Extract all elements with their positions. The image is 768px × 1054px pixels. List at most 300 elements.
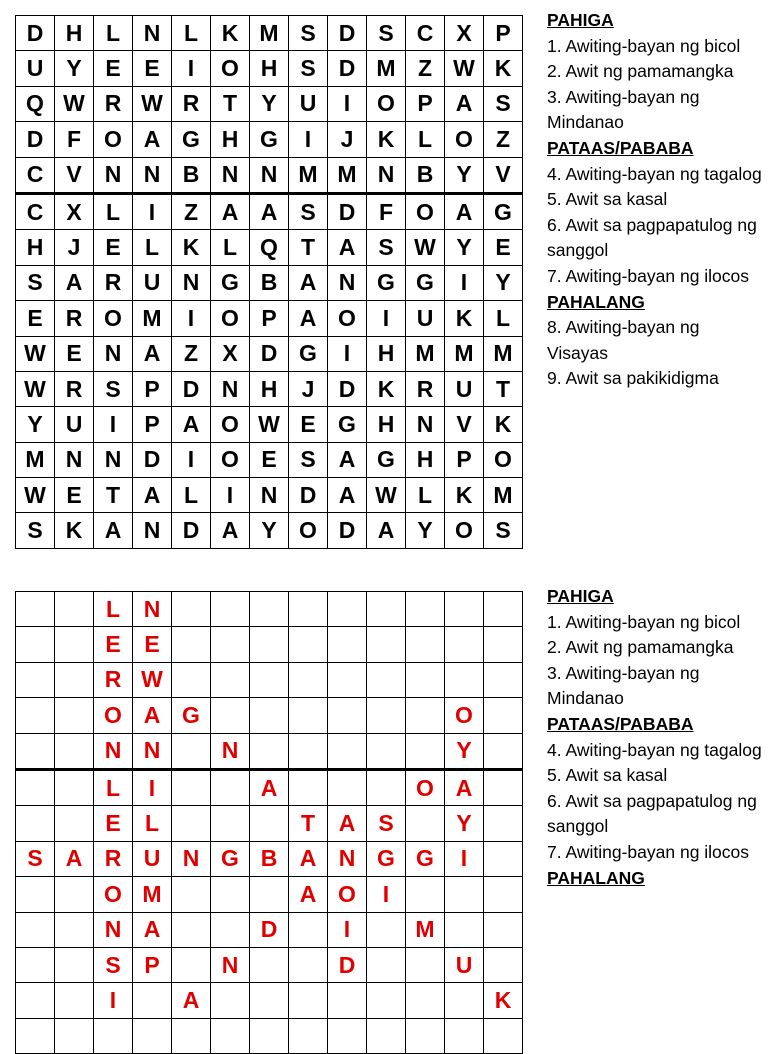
grid-cell: E xyxy=(16,301,55,336)
grid-cell xyxy=(55,947,94,982)
grid-cell xyxy=(289,983,328,1018)
grid-cell xyxy=(172,592,211,627)
grid-cell: A xyxy=(250,769,289,805)
grid-cell xyxy=(289,769,328,805)
clue-2: 2. Awit ng pamamangka xyxy=(547,637,734,658)
grid-cell xyxy=(55,877,94,912)
grid-cell: G xyxy=(367,841,406,876)
clue-1: 1. Awiting-bayan ng bicol xyxy=(547,35,741,56)
grid-cell xyxy=(484,947,523,982)
grid-cell: K xyxy=(211,16,250,51)
grid-cell: O xyxy=(445,698,484,733)
grid-cell: A xyxy=(289,877,328,912)
grid-cell: M xyxy=(406,912,445,947)
grid-cell: W xyxy=(367,478,406,513)
grid-cell: Y xyxy=(406,513,445,548)
grid-cell: P xyxy=(250,301,289,336)
grid-cell: L xyxy=(172,478,211,513)
grid-row xyxy=(16,947,523,982)
grid-cell: I xyxy=(328,86,367,121)
grid-cell xyxy=(445,627,484,662)
grid-row xyxy=(16,627,523,662)
grid-cell: T xyxy=(289,230,328,265)
grid-cell: N xyxy=(133,16,172,51)
grid-cell xyxy=(289,662,328,697)
clue-5: 5. Awit sa kasal xyxy=(547,765,668,786)
grid-cell xyxy=(250,733,289,769)
grid-cell xyxy=(211,769,250,805)
grid-cell: N xyxy=(250,157,289,193)
grid-cell: C xyxy=(16,193,55,229)
grid-cell: L xyxy=(406,478,445,513)
grid-row xyxy=(16,86,523,121)
grid-cell xyxy=(484,841,523,876)
grid-cell: L xyxy=(133,230,172,265)
grid-cell: N xyxy=(211,157,250,193)
grid-cell xyxy=(55,983,94,1018)
grid-cell: I xyxy=(328,336,367,371)
grid-cell: M xyxy=(484,478,523,513)
grid-cell xyxy=(445,912,484,947)
grid-cell: S xyxy=(289,16,328,51)
grid-cell: H xyxy=(406,442,445,477)
grid-cell: E xyxy=(484,230,523,265)
grid-cell: Y xyxy=(55,51,94,86)
grid-row xyxy=(16,230,523,265)
grid-cell: G xyxy=(328,407,367,442)
grid-cell: V xyxy=(484,157,523,193)
grid-row xyxy=(16,733,523,769)
grid-cell xyxy=(172,662,211,697)
grid-cell: D xyxy=(172,513,211,548)
clue-2: 2. Awit ng pamamangka xyxy=(547,61,734,82)
grid-cell: E xyxy=(94,51,133,86)
grid-cell: A xyxy=(211,193,250,229)
clue-4: 4. Awiting-bayan ng tagalog xyxy=(547,163,762,184)
grid-cell: E xyxy=(250,442,289,477)
grid-cell: O xyxy=(445,513,484,548)
clue-9: 9. Awit sa pakikidigma xyxy=(547,368,719,389)
grid-row xyxy=(16,193,523,229)
grid-cell: W xyxy=(16,478,55,513)
grid-cell: A xyxy=(211,513,250,548)
grid-row xyxy=(16,122,523,157)
grid-cell: A xyxy=(133,122,172,157)
grid-cell: S xyxy=(16,513,55,548)
grid-cell xyxy=(133,1018,172,1053)
grid-cell: O xyxy=(328,877,367,912)
grid-cell: K xyxy=(367,122,406,157)
grid-cell: O xyxy=(367,86,406,121)
grid-cell: N xyxy=(211,947,250,982)
grid-cell xyxy=(484,912,523,947)
grid-cell xyxy=(484,733,523,769)
grid-cell: A xyxy=(172,983,211,1018)
grid-cell: A xyxy=(445,86,484,121)
grid-cell: I xyxy=(94,983,133,1018)
grid-row xyxy=(16,407,523,442)
grid-cell xyxy=(16,1018,55,1053)
grid-cell xyxy=(250,983,289,1018)
grid-cell xyxy=(445,592,484,627)
grid-cell: D xyxy=(16,16,55,51)
grid-cell: W xyxy=(445,51,484,86)
grid-cell xyxy=(55,1018,94,1053)
grid-cell xyxy=(406,733,445,769)
grid-cell xyxy=(250,877,289,912)
grid-cell: G xyxy=(250,122,289,157)
pataas-pababa-heading: PATAAS/PABABA xyxy=(547,713,694,734)
grid-cell xyxy=(211,806,250,841)
grid-row xyxy=(16,336,523,371)
grid-cell: B xyxy=(406,157,445,193)
grid-cell xyxy=(406,877,445,912)
clue-4: 4. Awiting-bayan ng tagalog xyxy=(547,739,762,760)
grid-cell: D xyxy=(328,193,367,229)
clue-6: 6. Awit sa pagpapatulog ng sanggol xyxy=(547,790,757,837)
grid-cell xyxy=(250,947,289,982)
grid-cell: O xyxy=(328,301,367,336)
grid-cell: H xyxy=(367,407,406,442)
grid-cell: K xyxy=(484,983,523,1018)
grid-cell xyxy=(367,769,406,805)
grid-row xyxy=(16,592,523,627)
grid-cell: S xyxy=(367,230,406,265)
grid-row xyxy=(16,51,523,86)
grid-cell xyxy=(172,733,211,769)
clue-7: 7. Awiting-bayan ng ilocos xyxy=(547,841,750,862)
grid-cell: S xyxy=(94,947,133,982)
grid-cell: L xyxy=(133,806,172,841)
grid-cell: R xyxy=(94,841,133,876)
grid-cell: A xyxy=(328,230,367,265)
grid-cell: K xyxy=(55,513,94,548)
grid-row xyxy=(16,698,523,733)
grid-row xyxy=(16,16,523,51)
grid-cell: D xyxy=(172,371,211,406)
grid-cell: S xyxy=(367,806,406,841)
clue-8: 8. Awiting-bayan ng Visayas xyxy=(547,317,700,363)
grid-cell xyxy=(250,662,289,697)
grid-cell: B xyxy=(172,157,211,193)
grid-cell xyxy=(250,1018,289,1053)
grid-cell: A xyxy=(289,301,328,336)
grid-cell xyxy=(172,877,211,912)
grid-cell: D xyxy=(328,51,367,86)
grid-cell xyxy=(211,912,250,947)
grid-cell: N xyxy=(94,157,133,193)
grid-cell: A xyxy=(55,265,94,300)
grid-cell: S xyxy=(94,371,133,406)
grid-cell: D xyxy=(328,513,367,548)
clue-1: 1. Awiting-bayan ng bicol xyxy=(547,611,741,632)
grid-cell: H xyxy=(16,230,55,265)
grid-cell: Y xyxy=(445,230,484,265)
grid-cell: D xyxy=(328,371,367,406)
grid-cell: O xyxy=(94,301,133,336)
grid-cell xyxy=(406,592,445,627)
grid-cell xyxy=(367,627,406,662)
grid-cell xyxy=(250,806,289,841)
grid-cell: M xyxy=(133,301,172,336)
grid-cell: O xyxy=(94,877,133,912)
grid-cell: Y xyxy=(484,265,523,300)
grid-row xyxy=(16,301,523,336)
grid-cell: P xyxy=(133,947,172,982)
grid-cell: L xyxy=(94,16,133,51)
grid-cell xyxy=(484,662,523,697)
grid-cell xyxy=(328,983,367,1018)
grid-cell: O xyxy=(289,513,328,548)
grid-cell: E xyxy=(94,627,133,662)
pataas-pababa-heading: PATAAS/PABABA xyxy=(547,137,694,158)
grid-row xyxy=(16,769,523,805)
grid-cell xyxy=(250,627,289,662)
grid-cell: Y xyxy=(16,407,55,442)
grid-cell: U xyxy=(55,407,94,442)
grid-cell: H xyxy=(211,122,250,157)
grid-cell: N xyxy=(94,336,133,371)
grid-cell xyxy=(367,947,406,982)
grid-cell xyxy=(406,1018,445,1053)
grid-cell: I xyxy=(172,301,211,336)
grid-cell: H xyxy=(55,16,94,51)
grid-cell: D xyxy=(328,16,367,51)
grid-cell: A xyxy=(328,806,367,841)
grid-cell: I xyxy=(133,193,172,229)
grid-cell: U xyxy=(406,301,445,336)
grid-cell: Y xyxy=(250,86,289,121)
grid-cell xyxy=(484,806,523,841)
grid-cell: M xyxy=(445,336,484,371)
grid-cell xyxy=(172,1018,211,1053)
grid-cell xyxy=(367,733,406,769)
grid-cell xyxy=(484,592,523,627)
grid-cell xyxy=(172,912,211,947)
grid-cell: M xyxy=(133,877,172,912)
grid-cell xyxy=(172,947,211,982)
grid-cell xyxy=(133,983,172,1018)
grid-cell xyxy=(211,877,250,912)
grid-cell: G xyxy=(211,841,250,876)
grid-cell: E xyxy=(94,806,133,841)
grid-cell: Y xyxy=(445,806,484,841)
grid-cell xyxy=(250,592,289,627)
grid-cell xyxy=(367,983,406,1018)
grid-cell: G xyxy=(172,122,211,157)
grid-cell: A xyxy=(328,478,367,513)
grid-cell: N xyxy=(94,442,133,477)
grid-cell: G xyxy=(172,698,211,733)
grid-cell xyxy=(484,1018,523,1053)
grid-cell: K xyxy=(367,371,406,406)
grid-cell: E xyxy=(133,51,172,86)
grid-cell xyxy=(172,806,211,841)
clue-list-bottom xyxy=(547,584,762,891)
grid-cell: I xyxy=(328,912,367,947)
grid-cell: E xyxy=(94,230,133,265)
grid-cell: O xyxy=(211,301,250,336)
grid-cell: D xyxy=(250,912,289,947)
grid-cell: V xyxy=(55,157,94,193)
grid-cell: N xyxy=(250,478,289,513)
grid-cell: O xyxy=(406,193,445,229)
grid-cell: Z xyxy=(406,51,445,86)
grid-cell: D xyxy=(328,947,367,982)
grid-cell: A xyxy=(250,193,289,229)
grid-cell: O xyxy=(211,51,250,86)
grid-cell: W xyxy=(16,371,55,406)
grid-cell: R xyxy=(94,86,133,121)
grid-cell xyxy=(16,877,55,912)
grid-cell: S xyxy=(289,442,328,477)
grid-cell xyxy=(55,662,94,697)
grid-cell: N xyxy=(133,157,172,193)
answer-key-grid xyxy=(15,591,523,1054)
grid-cell xyxy=(289,627,328,662)
grid-cell xyxy=(289,733,328,769)
grid-cell: A xyxy=(133,698,172,733)
grid-row xyxy=(16,513,523,548)
grid-cell: I xyxy=(211,478,250,513)
grid-cell: S xyxy=(367,16,406,51)
grid-cell xyxy=(16,947,55,982)
grid-cell: X xyxy=(211,336,250,371)
grid-cell xyxy=(484,698,523,733)
grid-cell: G xyxy=(289,336,328,371)
grid-cell: T xyxy=(211,86,250,121)
grid-cell: S xyxy=(289,193,328,229)
grid-cell: C xyxy=(16,157,55,193)
grid-cell: N xyxy=(211,733,250,769)
grid-cell: N xyxy=(55,442,94,477)
grid-cell: I xyxy=(367,877,406,912)
grid-cell: J xyxy=(328,122,367,157)
grid-cell: F xyxy=(55,122,94,157)
grid-cell xyxy=(406,983,445,1018)
grid-row xyxy=(16,265,523,300)
grid-cell: L xyxy=(94,769,133,805)
grid-cell: D xyxy=(133,442,172,477)
grid-cell xyxy=(367,698,406,733)
grid-cell: Z xyxy=(484,122,523,157)
grid-cell: E xyxy=(55,478,94,513)
pahalang-heading: PAHALANG xyxy=(547,291,645,312)
grid-cell xyxy=(367,1018,406,1053)
grid-cell: U xyxy=(445,947,484,982)
grid-cell xyxy=(94,1018,133,1053)
grid-row xyxy=(16,157,523,193)
grid-cell: P xyxy=(484,16,523,51)
grid-cell xyxy=(250,698,289,733)
grid-cell: Z xyxy=(172,193,211,229)
grid-cell xyxy=(16,698,55,733)
grid-cell: L xyxy=(172,16,211,51)
grid-cell xyxy=(406,698,445,733)
grid-cell: U xyxy=(289,86,328,121)
grid-cell xyxy=(172,769,211,805)
grid-cell xyxy=(16,912,55,947)
grid-cell xyxy=(289,592,328,627)
grid-cell: R xyxy=(94,662,133,697)
grid-cell: I xyxy=(445,265,484,300)
grid-cell xyxy=(16,769,55,805)
grid-cell: G xyxy=(367,442,406,477)
grid-cell xyxy=(16,662,55,697)
grid-cell xyxy=(484,877,523,912)
grid-row xyxy=(16,983,523,1018)
grid-cell: U xyxy=(133,841,172,876)
grid-cell: E xyxy=(55,336,94,371)
grid-cell: I xyxy=(367,301,406,336)
grid-row xyxy=(16,442,523,477)
grid-cell: D xyxy=(16,122,55,157)
grid-cell xyxy=(328,592,367,627)
grid-cell: U xyxy=(133,265,172,300)
grid-cell xyxy=(55,698,94,733)
grid-cell: C xyxy=(406,16,445,51)
grid-cell: I xyxy=(94,407,133,442)
grid-cell xyxy=(172,627,211,662)
grid-cell: N xyxy=(172,265,211,300)
clue-3: 3. Awiting-bayan ng Mindanao xyxy=(547,86,700,133)
grid-cell xyxy=(328,769,367,805)
grid-cell: L xyxy=(211,230,250,265)
clue-list-top xyxy=(547,8,762,392)
grid-cell xyxy=(55,806,94,841)
grid-cell: U xyxy=(16,51,55,86)
grid-cell: Q xyxy=(16,86,55,121)
grid-cell xyxy=(406,947,445,982)
grid-cell xyxy=(445,877,484,912)
grid-cell: I xyxy=(172,442,211,477)
grid-cell xyxy=(445,662,484,697)
grid-cell xyxy=(55,733,94,769)
grid-cell: L xyxy=(484,301,523,336)
grid-cell: R xyxy=(406,371,445,406)
grid-cell: S xyxy=(484,86,523,121)
grid-cell: O xyxy=(211,407,250,442)
clue-7: 7. Awiting-bayan ng ilocos xyxy=(547,265,750,286)
pahiga-heading: PAHIGA xyxy=(547,10,614,30)
grid-cell xyxy=(211,983,250,1018)
grid-cell xyxy=(211,1018,250,1053)
grid-cell: I xyxy=(133,769,172,805)
grid-cell xyxy=(406,662,445,697)
grid-cell: E xyxy=(133,627,172,662)
grid-cell: O xyxy=(211,442,250,477)
grid-row xyxy=(16,912,523,947)
clue-6: 6. Awit sa pagpapatulog ng sanggol xyxy=(547,214,757,261)
grid-cell: P xyxy=(406,86,445,121)
grid-cell: O xyxy=(406,769,445,805)
grid-cell: J xyxy=(289,371,328,406)
grid-cell xyxy=(16,806,55,841)
grid-cell xyxy=(289,698,328,733)
grid-cell: G xyxy=(406,265,445,300)
grid-cell: Y xyxy=(250,513,289,548)
grid-cell: G xyxy=(367,265,406,300)
clue-5: 5. Awit sa kasal xyxy=(547,189,668,210)
grid-cell: H xyxy=(250,51,289,86)
grid-cell: Y xyxy=(445,733,484,769)
grid-cell: I xyxy=(445,841,484,876)
grid-cell: O xyxy=(94,122,133,157)
grid-cell: W xyxy=(250,407,289,442)
grid-cell: L xyxy=(94,592,133,627)
grid-cell: R xyxy=(94,265,133,300)
clue-3: 3. Awiting-bayan ng Mindanao xyxy=(547,662,700,709)
